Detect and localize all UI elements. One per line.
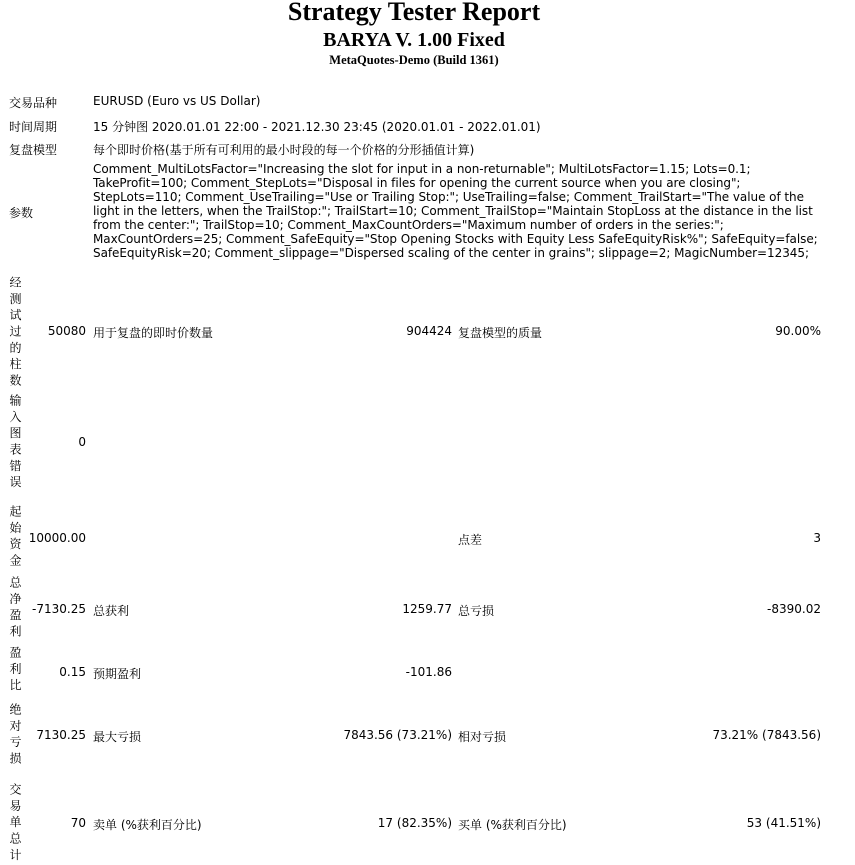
errors-value: 0 [78,435,86,449]
grossprofit-value: 1259.77 [402,602,452,616]
absdrawdown-value: 7130.25 [36,728,86,742]
expert-name: BARYA V. 1.00 Fixed [323,29,505,51]
model-label: 复盘模型 [9,143,58,157]
errors-label: 输入图表错误 [8,394,22,492]
symbol-label: 交易品种 [9,96,58,110]
params-value: Comment_MultiLotsFactor="Increasing the slot for input in a non-returnable"; MultiLotsFactor=1.15; Lots=0.1; TakeProfit=100; Comment_StepLots="Disposal in files for opening the current source when you are closing"; StepLots=110; Comment_UseTrailing="Use or Trailing Stop:"; UseTrailing=false; Comment_TrailStart="The value of the light in the letters, when the TrailStop:"; TrailStart=10; Comment_TrailStop="Maintain StopLoss at the distance in the list from the center:"; TrailStop=10; Comment_MaxCountOrders="Maximum number of orders in the series:"; MaxCountOrders=25; Comment_SafeEquity="Stop Opening Stocks with Equity Less SafeEquityRisk%"; SafeEquity=false; SafeEquityRisk=20; Comment_slippage="Dispersed scaling of the center in grains"; slippage=2; MagicNumber=12345; [93,162,818,260]
quality-label: 复盘模型的质量 [458,326,543,340]
spread-value: 3 [813,531,821,545]
server-build: MetaQuotes-Demo (Build 1361) [329,53,499,67]
bars-value: 50080 [47,324,86,338]
maxdrawdown-value: 7843.56 (73.21%) [343,728,452,742]
payoff-label: 预期盈利 [93,667,142,681]
quality-value: 90.00% [775,324,821,338]
symbol-value: EURUSD (Euro vs US Dollar) [93,94,261,108]
deposit-label: 起始资金 [8,505,22,571]
params-label: 参数 [9,206,34,220]
longpositions-label: 买单 (%获利百分比) [458,818,567,832]
grossloss-label: 总亏损 [458,604,495,618]
netprofit-label: 总净盈利 [8,576,22,642]
profitfactor-label: 盈利比 [8,646,22,695]
reldrawdown-value: 73.21% (7843.56) [712,728,821,742]
ticks-label: 用于复盘的即时价数量 [93,326,214,340]
profitfactor-value: 0.15 [59,665,86,679]
netprofit-value: -7130.25 [32,602,86,616]
maxdrawdown-label: 最大亏损 [93,730,142,744]
deposit-value: 10000.00 [28,531,86,545]
spread-label: 点差 [458,533,483,547]
grossloss-value: -8390.02 [767,602,821,616]
totaltrades-value: 70 [70,816,86,830]
report-title: Strategy Tester Report [287,0,541,26]
shortpositions-label: 卖单 (%获利百分比) [93,818,202,832]
absdrawdown-label: 绝对亏损 [8,703,22,769]
shortpositions-value: 17 (82.35%) [377,816,452,830]
reldrawdown-label: 相对亏损 [458,730,507,744]
bars-label: 经测试过的柱数 [8,276,22,391]
payoff-value: -101.86 [405,665,452,679]
ticks-value: 904424 [406,324,452,338]
totaltrades-label: 交易单总计 [8,783,22,865]
longpositions-value: 53 (41.51%) [746,816,821,830]
period-label: 时间周期 [9,120,58,134]
grossprofit-label: 总获利 [93,604,130,618]
period-value: 15 分钟图 2020.01.01 22:00 - 2021.12.30 23:45 (2020.01.01 - 2022.01.01) [93,120,541,134]
model-value: 每个即时价格(基于所有可利用的最小时段的每一个价格的分形插值计算) [93,143,475,157]
